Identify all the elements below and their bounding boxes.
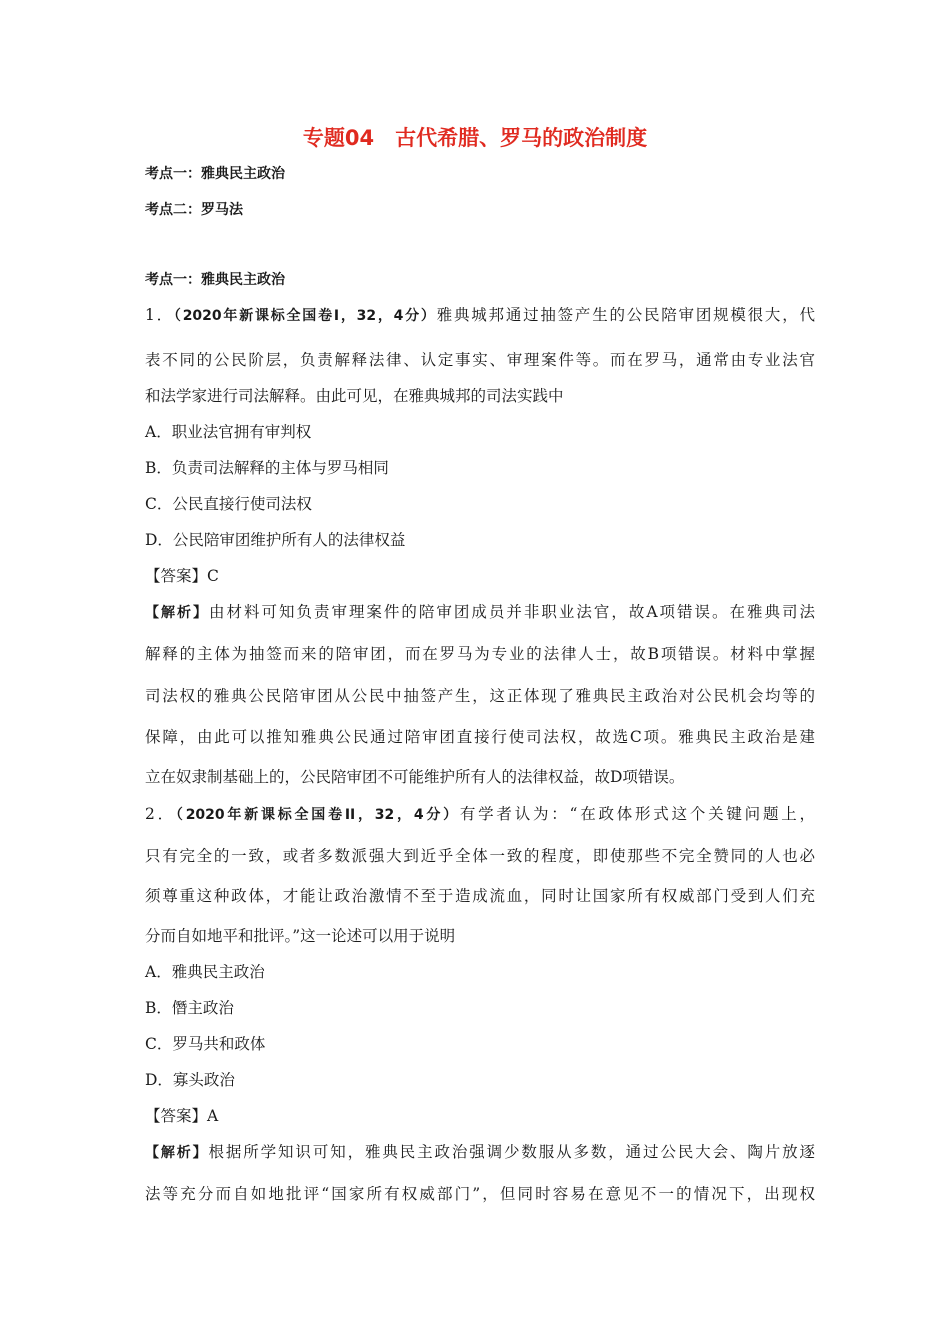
q1-option-b: B．负责司法解释的主体与罗马相同 [145,459,389,477]
q1-source: （2020年新课标全国卷Ⅰ，32，4分） [173,308,437,324]
q1-stem-line-2: 表不同的公民阶层，负责解释法律、认定事实、审理案件等。而在罗马，通常由专业法官 [145,351,815,369]
q2-analysis-line-2: 法等充分而自如地批评“国家所有权威部门”，但同时容易在意见不一的情况下，出现权 [145,1185,815,1203]
toc-item-2: 考点二：罗马法 [145,202,243,218]
toc-item-1: 考点一：雅典民主政治 [145,166,285,182]
q2-stem-line-4: 分而自如地平和批评。”这一论述可以用于说明 [145,927,456,945]
q1-analysis-tag: 【解析】 [145,605,209,621]
q2-option-c: C．罗马共和政体 [145,1035,266,1053]
q1-analysis-line-2: 解释的主体为抽签而来的陪审团，而在罗马为专业的法律人士，故B项错误。材料中掌握 [145,645,815,663]
q2-answer: 【答案】A [145,1107,219,1125]
q1-analysis-text-1: 由材料可知负责审理案件的陪审团成员并非职业法官，故A项错误。在雅典司法 [208,603,815,621]
section-heading: 考点一：雅典民主政治 [145,272,285,288]
q1-stem-line-1 [145,305,815,326]
q1-analysis-line-4: 保障，由此可以推知雅典公民通过陪审团直接行使司法权，故选C项。雅典民主政治是建 [145,728,815,746]
q2-number: 2． [145,805,176,823]
q1-analysis-line-1 [145,602,815,623]
q2-source: （2020年新课标全国卷II，32，4分） [175,807,460,823]
q2-analysis-line-1 [145,1142,815,1163]
q2-analysis-text-1: 根据所学知识可知，雅典民主政治强调少数服从多数，通过公民大会、陶片放逐 [208,1143,815,1161]
q2-stem-line-3: 须尊重这种政体，才能让政治激情不至于造成流血，同时让国家所有权威部门受到人们充 [145,887,815,905]
q1-option-a: A．职业法官拥有审判权 [145,423,312,441]
q1-stem-line-3: 和法学家进行司法解释。由此可见，在雅典城邦的司法实践中 [145,387,564,405]
q1-analysis-line-5: 立在奴隶制基础上的，公民陪审团不可能维护所有人的法律权益，故D项错误。 [145,768,685,786]
q1-stem-text-1: 雅典城邦通过抽签产生的公民陪审团规模很大，代 [436,306,815,324]
q1-answer: 【答案】C [145,567,219,585]
q2-analysis-tag: 【解析】 [145,1145,209,1161]
q1-option-c: C．公民直接行使司法权 [145,495,312,513]
q2-stem-line-2: 只有完全的一致，或者多数派强大到近乎全体一致的程度，即使那些不完全赞同的人也必 [145,847,815,865]
q1-number: 1． [145,306,174,324]
q1-analysis-line-3: 司法权的雅典公民陪审团从公民中抽签产生，这正体现了雅典民主政治对公民机会均等的 [145,687,815,705]
q2-stem-text-1: 有学者认为：“在政体形式这个关键问题上， [459,805,815,823]
q2-option-b: B．僭主政治 [145,999,234,1017]
q2-option-a: A．雅典民主政治 [145,963,265,981]
q2-stem-line-1 [145,804,815,825]
page-title: 专题04 古代希腊、罗马的政治制度 [302,126,648,150]
q2-option-d: D．寡头政治 [145,1071,235,1089]
q1-option-d: D．公民陪审团维护所有人的法律权益 [145,531,406,549]
